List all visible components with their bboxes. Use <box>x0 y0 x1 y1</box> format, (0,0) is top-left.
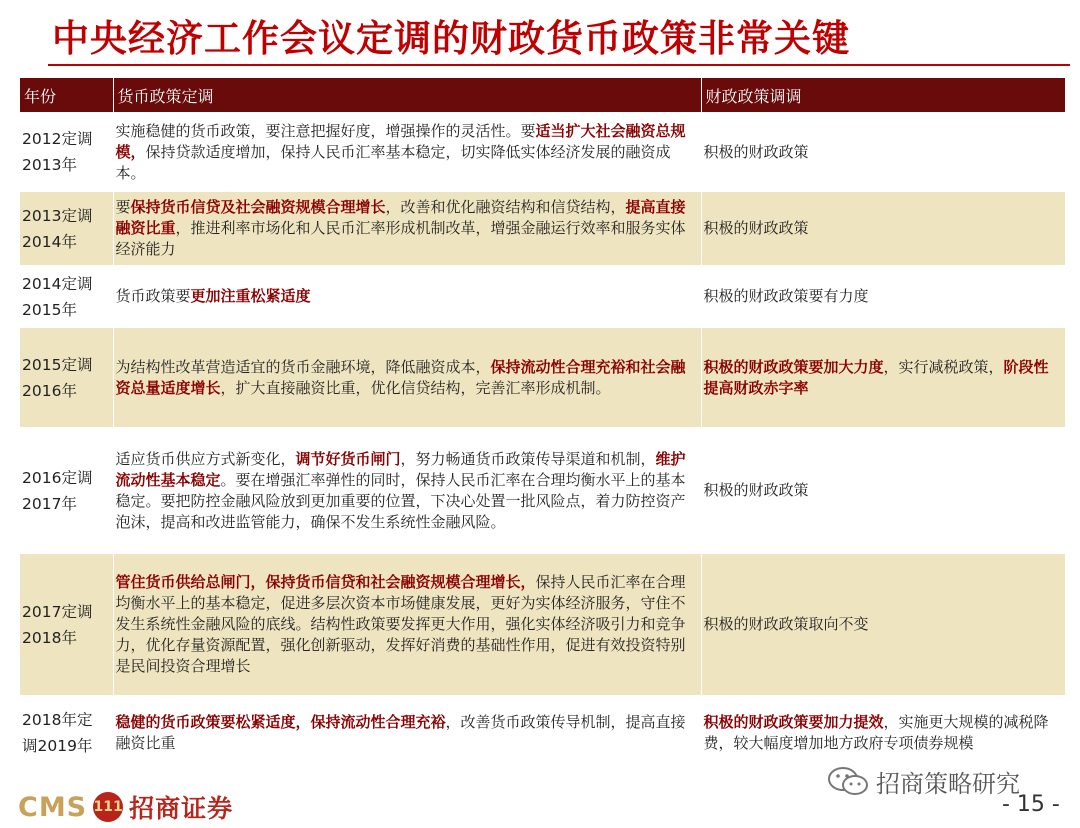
year-line: 2012定调 <box>22 130 93 148</box>
text-run: 。要在增强汇率弹性的同时，保持人民币汇率在合理均衡水平上的基本稳定。要把防控金融风险放到更加重要的位置，下决心处置一批风险点，着力防控资产泡沫，提高和改进监管能力，确保不发生系统性金融风险。 <box>115 470 686 531</box>
header-fiscal: 财政政策调调 <box>701 78 1065 114</box>
company-logo <box>18 790 233 824</box>
logo-badge-icon: 111 <box>93 792 123 822</box>
text-run: 积极的财政政策 <box>703 481 809 499</box>
table-row <box>20 697 1065 769</box>
highlight-run: 保持流动性合理充裕和社会融资总量适度增长 <box>115 357 686 397</box>
year-cell <box>20 327 113 429</box>
year-line: 2018年定 <box>22 711 93 730</box>
monetary-cell <box>113 191 701 267</box>
fiscal-cell <box>701 327 1065 429</box>
text-run: 积极的财政政策要有力度 <box>703 287 869 305</box>
highlight-run: 积极的财政政策要加大力度 <box>703 357 884 376</box>
monetary-cell <box>113 429 701 553</box>
fiscal-cell <box>701 553 1065 697</box>
text-run: ，改善和优化融资结构和信贷结构， <box>385 198 626 216</box>
year-line: 2013年 <box>22 156 77 174</box>
fiscal-cell <box>701 267 1065 327</box>
monetary-cell <box>113 553 701 697</box>
year-line: 2016年 <box>22 381 77 400</box>
table-header-row <box>20 78 1065 114</box>
text-run: 积极的财政政策 <box>703 142 809 161</box>
logo-text-cn: 招商证券 <box>129 794 234 823</box>
text-run: 为结构性改革营造适宜的货币金融环境，降低融资成本， <box>115 357 491 376</box>
title-divider <box>48 64 1070 66</box>
header-year: 年份 <box>20 78 113 114</box>
highlight-run: 积极的财政政策要加力提效 <box>703 713 884 732</box>
year-line: 2014定调 <box>22 274 93 293</box>
year-line: 2015定调 <box>22 355 93 374</box>
year-cell <box>20 191 113 267</box>
text-run: 适应货币供应方式新变化， <box>115 449 296 468</box>
page-number: - 15 - <box>1002 792 1060 817</box>
highlight-run: 调节好货币闸门 <box>295 449 401 468</box>
logo-text-en: CMS <box>18 791 88 823</box>
year-line: 2017定调 <box>22 602 93 621</box>
year-line: 2014年 <box>22 232 77 251</box>
year-cell <box>20 429 113 553</box>
monetary-cell <box>113 697 701 769</box>
text-run: ，改善货币政策传导机制，提高直接融资比重 <box>115 713 686 753</box>
text-run: ，实行减税政策， <box>883 357 1004 376</box>
text-run: 保持贷款适度增加，保持人民币汇率基本稳定，切实降低实体经济发展的融资成本。 <box>115 142 671 182</box>
fiscal-cell <box>701 114 1065 191</box>
year-cell <box>20 114 113 191</box>
table-row <box>20 429 1065 553</box>
year-line: 2017年 <box>22 494 77 513</box>
text-run: 积极的财政政策取向不变 <box>703 615 869 633</box>
monetary-cell <box>113 114 701 191</box>
text-run: 实施稳健的货币政策，要注意把握好度，增强操作的灵活性。要 <box>115 121 536 140</box>
text-run: ，努力畅通货币政策传导渠道和机制， <box>400 449 656 468</box>
wechat-label: 招商策略研究 <box>876 770 1020 798</box>
highlight-run: 提高直接融资比重 <box>115 198 686 237</box>
wechat-icon <box>826 765 870 799</box>
text-run: 货币政策要 <box>115 287 191 305</box>
text-run: ，推进利率市场化和人民币汇率形成机制改革，增强金融运行效率和服务实体经济能力 <box>115 219 686 258</box>
highlight-run: 更加注重松紧适度 <box>190 287 311 305</box>
table-row <box>20 267 1065 327</box>
year-line: 2018年 <box>22 628 77 647</box>
wechat-watermark <box>826 764 1020 799</box>
text-run: 积极的财政政策 <box>703 219 809 237</box>
highlight-run: 阶段性提高财政赤字率 <box>703 357 1049 397</box>
year-cell <box>20 267 113 327</box>
highlight-run: 管住货币供给总闸门，保持货币信贷和社会融资规模合理增长， <box>115 573 536 591</box>
fiscal-cell <box>701 697 1065 769</box>
text-run: ，实施更大规模的减税降费，较大幅度增加地方政府专项债券规模 <box>703 713 1049 753</box>
table-row <box>20 191 1065 267</box>
highlight-run: 适当扩大社会融资总规模， <box>115 121 686 161</box>
highlight-run: 稳健的货币政策要松紧适度，保持流动性合理充裕 <box>115 713 446 732</box>
year-line: 调2019年 <box>22 737 93 756</box>
fiscal-cell <box>701 429 1065 553</box>
highlight-run: 保持货币信贷及社会融资规模合理增长 <box>130 198 386 216</box>
text-run: 保持人民币汇率在合理均衡水平上的基本稳定，促进多层次资本市场健康发展，更好为实体经济服务，守住不发生系统性金融风险的底线。结构性政策要发挥更大作用，强化实体经济吸引力和竞争力，优化存量资源配置，强化创新驱动，发挥好消费的基础性作用，促进有效投资特别是民间投资合理增长 <box>115 573 686 675</box>
monetary-cell <box>113 327 701 429</box>
year-cell <box>20 553 113 697</box>
text-run: 要 <box>115 198 131 216</box>
monetary-cell <box>113 267 701 327</box>
year-line: 2016定调 <box>22 468 93 487</box>
year-cell <box>20 697 113 769</box>
table-row <box>20 114 1065 191</box>
policy-table <box>20 78 1066 769</box>
header-monetary: 货币政策定调 <box>113 78 701 114</box>
year-line: 2015年 <box>22 300 77 319</box>
fiscal-cell <box>701 191 1065 267</box>
year-line: 2013定调 <box>22 206 93 225</box>
text-run: ，扩大直接融资比重，优化信贷结构，完善汇率形成机制。 <box>220 378 611 397</box>
page-title: 中央经济工作会议定调的财政货币政策非常关键 <box>52 17 850 60</box>
highlight-run: 维护流动性基本稳定 <box>115 449 686 489</box>
table-row <box>20 553 1065 697</box>
table-row <box>20 327 1065 429</box>
